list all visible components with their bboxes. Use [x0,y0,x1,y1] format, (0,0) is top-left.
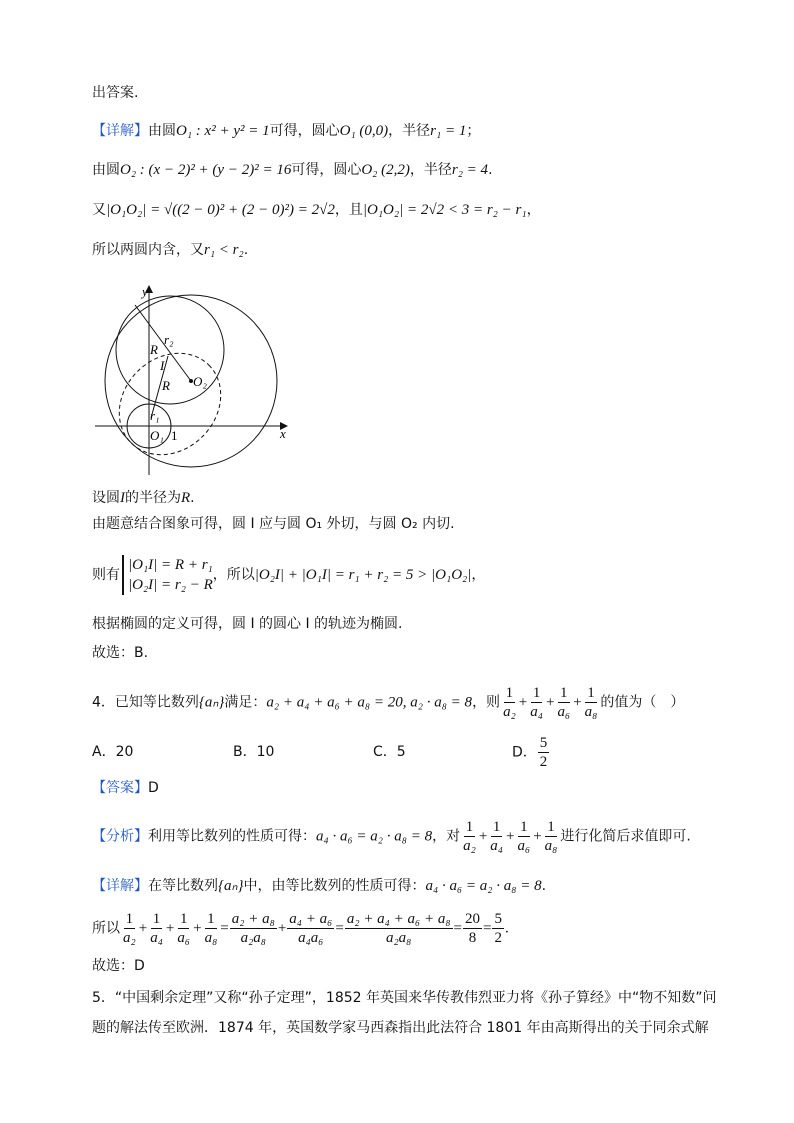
text: 进行化简后求值即可. [560,828,691,845]
text: ，半径 [388,123,431,139]
detail-line-2 [92,160,493,180]
computation-line: 所以 $\frac{1}{\text{a₂}}$ + $\frac{1}{\text{a₄}}$ + $\frac{1}{\text{a₆}}$ + $\frac{1}{\text{a₈}}$ = $\frac{\text{a₂ + a₈}}{\text{a₂a₈}}$ + $\frac{\text{a₄ + a₆}}{\text{a₄a₆}}$ = $\frac{\text{a₂ + a₄ + a₆ + a₈}}{\text{a₂a₈}}$ = $\frac{20}{8}$ = $\frac{5}{2}$ . [92,911,509,946]
math: O₁ (0,0) [339,123,389,139]
circle-i [116,296,224,404]
text: . [488,162,493,178]
text: 又 [92,202,106,218]
math: |O₂I| + |O₁I| = r₁ + r₂ = 5 > |O₁O₂| [254,567,472,583]
text: 设圆 [92,490,120,506]
math: r₁ = 1 [430,123,467,139]
text-line: 故选：B. [92,645,149,661]
text: ， [471,567,486,583]
equation: |O₂I| = r₂ − R [128,577,213,593]
fraction: $\frac{1}{\text{a₂}}$ [123,911,136,946]
math: O₂ : (x − 2)² + (y − 2)² = 16 [120,162,292,178]
text: ，则 [472,694,501,711]
label-R: R [162,378,170,393]
y-label: y [142,284,148,299]
fraction: $\frac{1}{\text{a₈}}$ [204,911,218,946]
question-5-line-2: 题的解法传至欧洲．1874 年，英国数学家马西森指出此法符合 1801 年由高斯得出的关于同余式解 [92,1020,709,1036]
math: {aₙ} [198,694,225,711]
text: 所以两圆内含，又 [92,242,204,258]
fraction: $\frac{1}{\text{a₆}}$ [517,819,531,854]
answer-value: D [148,780,159,796]
math: r₁ < r₂ [204,242,244,258]
text: . [541,878,547,894]
detail-line-3 [92,200,541,220]
question-4-stem: 4．已知等比数列{aₙ}满足：a₂ + a₄ + a₆ + a₈ = 20, a₂ · a₈ = 8，则 $\frac{1}{\text{a₂}}$ + $\frac{1}{\text{a₄}}$ + $\frac{1}{\text{a₆}}$ + $\frac{1}{\text{a₈}}$ 的值为（ ） [92,685,685,720]
equation: |O₁I| = R + r₁ [128,557,213,573]
equation-system [122,555,213,595]
math: |O₁O₂| = √((2 − 0)² + (2 − 0)²) = 2√2 [106,202,335,218]
fraction: $\frac{\text{a₂ + a₈}}{\text{a₂a₈}}$ [231,911,275,946]
math: O₂ (2,2) [361,162,410,178]
option-b: B．10 [233,744,275,760]
system-line [92,555,485,595]
fraction: $\frac{1}{\text{a₄}}$ [530,685,543,720]
analysis-tag: 【分析】 [92,828,148,845]
fraction: $\frac{20}{8}$ [465,911,481,946]
fraction: $\frac{1}{\text{a₈}}$ [584,685,598,720]
text-line: 出答案. [92,85,139,101]
text: 可得，圆心 [269,123,340,139]
text-line [92,488,195,508]
text: 则有 [92,567,120,583]
label-1: 1 [171,428,178,443]
math: a₄ · a₆ = a₂ · a₈ = 8 [425,878,542,894]
math: r₂ = 4 [451,162,489,178]
text: 的值为（ ） [600,694,685,711]
text: 的半径为 [125,490,181,506]
text: 中，由等比数列的性质可得： [243,878,426,894]
math: {aₙ} [218,878,244,894]
text-line: 故选：D [92,958,145,974]
fraction: $\frac{5}{2}$ [539,735,548,770]
detail-line [92,876,546,896]
text: ，半径 [409,162,452,178]
question-5-line-1: 5．“中国剩余定理”又称“孙子定理”，1852 年英国来华传教伟烈亚力将《孙子算经》中“物不知数”问 [92,990,717,1006]
detail-line-1 [92,121,480,141]
option-c: C．5 [373,744,406,760]
text: 所以 [92,920,120,937]
label-r1: r₁ [150,408,160,423]
text: D． [512,744,537,761]
fraction: $\frac{1}{\text{a₂}}$ [503,685,516,720]
math: |O₁O₂| = 2√2 < 3 = r₂ − r₁ [362,202,527,218]
fraction: $\frac{1}{\text{a₆}}$ [177,911,191,946]
text: . [190,490,195,506]
analysis-line: 【分析】利用等比数列的性质可得：a₄ · a₆ = a₂ · a₈ = 8，对 $\frac{1}{\text{a₂}}$ + $\frac{1}{\text{a₄}}$ + $\frac{1}{\text{a₆}}$ + $\frac{1}{\text{a₈}}$ 进行化简后求值即可. [92,819,691,854]
text: . [243,242,249,258]
text: ，对 [432,828,461,845]
label-R: R [150,342,158,357]
detail-tag: 【详解】 [92,878,148,894]
math: a₂ + a₄ + a₆ + a₈ = 20, a₂ · a₈ = 8 [266,694,473,711]
text: ，且 [334,202,363,218]
fraction: $\frac{1}{\text{a₆}}$ [557,685,571,720]
math: a₄ · a₆ = a₂ · a₈ = 8 [316,828,433,845]
fraction: $\frac{1}{\text{a₂}}$ [463,819,476,854]
text: 在等比数列 [148,878,218,894]
answer-tag: 【答案】 [92,780,148,796]
answer-line [92,778,159,798]
detail-tag: 【详解】 [92,123,148,139]
x-label: x [280,426,286,441]
label-O2: O₂ [193,374,207,389]
fraction: $\frac{1}{\text{a₄}}$ [150,911,163,946]
text: 可得，圆心 [291,162,362,178]
circles-figure [90,280,300,480]
text: ； [466,123,481,139]
label-r2: r₂ [164,332,174,347]
text: 满足： [224,694,267,711]
text-line: 由题意结合图象可得，圆 I 应与圆 O₁ 外切，与圆 O₂ 内切. [92,516,455,532]
fraction: $\frac{1}{\text{a₄}}$ [490,819,504,854]
fraction: $\frac{5}{2}$ [494,911,502,946]
fraction: $\frac{\text{a₂ + a₄ + a₆ + a₈}}{\text{a₂a₈}}$ [346,911,451,946]
option-a: A．20 [92,744,134,760]
math: R [181,490,191,506]
text: 4．已知等比数列 [92,694,199,711]
text: ，所以 [212,567,255,583]
math: I [120,490,125,506]
label-I: I [160,358,165,373]
text: ， [526,202,541,218]
fraction: $\frac{\text{a₄ + a₆}}{\text{a₄a₆}}$ [289,911,333,946]
text: 利用等比数列的性质可得： [148,828,316,845]
text: 由圆 [92,162,120,178]
fraction: $\frac{1}{\text{a₈}}$ [544,819,558,854]
label-O1: O₁ [150,428,164,443]
option-d [512,734,550,771]
math: O₁ : x² + y² = 1 [176,123,270,139]
text-line: 根据椭圆的定义可得，圆 I 的圆心 I 的轨迹为椭圆. [92,616,403,632]
text: 由圆 [148,123,176,139]
detail-line-4 [92,240,248,260]
